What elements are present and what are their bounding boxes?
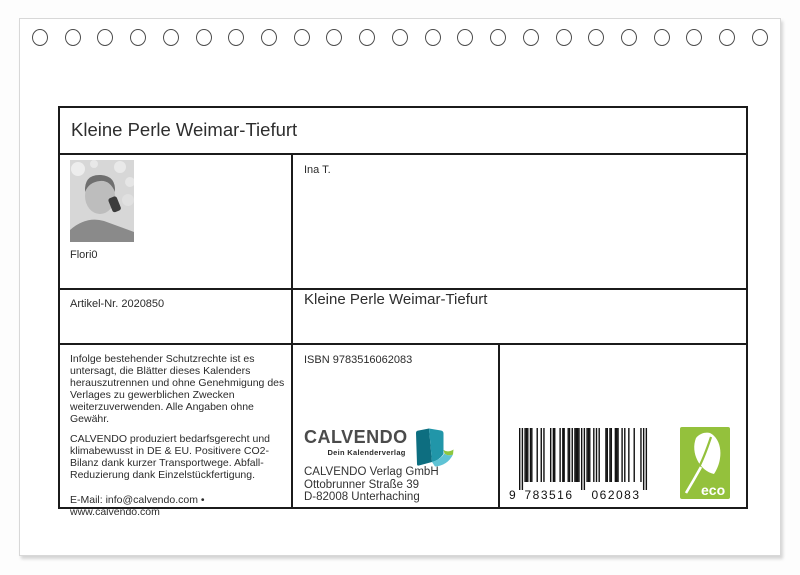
legal-text-column (70, 353, 284, 518)
calendar-title: Kleine Perle Weimar-Tiefurt (71, 119, 298, 140)
eco-leaf-icon (680, 427, 730, 499)
text-line: Infolge bestehender Schutzrechte ist es (70, 353, 255, 365)
binding-hole (32, 29, 48, 46)
eco-badge (680, 427, 730, 499)
calendar-title-small: Kleine Perle Weimar-Tiefurt (304, 291, 488, 308)
ean-barcode-image (509, 428, 649, 500)
binding-hole (392, 29, 408, 46)
text-line: herauszutrennen und ohne Genehmigung des (70, 377, 285, 389)
author-name: Ina T. (304, 164, 331, 176)
text-line: weiterzuverwenden. Alle Angaben ohne (70, 401, 254, 413)
legal-paragraph-rights (70, 353, 284, 425)
eco-label: eco (701, 482, 726, 498)
barcode-digits: 062083 (591, 488, 641, 500)
table-divider-vertical (498, 343, 500, 507)
binding-hole (621, 29, 637, 46)
binding-hole (523, 29, 539, 46)
photographer-photo (70, 160, 134, 242)
calendar-back-page (19, 18, 781, 556)
text-line: Gewähr. (70, 413, 110, 425)
binding-hole (97, 29, 113, 46)
spiral-binding-holes (32, 28, 768, 46)
text-line: Ottobrunner Straße 39 (304, 478, 420, 491)
binding-hole (261, 29, 277, 46)
text-line: untersagt, die Blätter dieses Kalenders (70, 365, 251, 377)
binding-hole (556, 29, 572, 46)
binding-hole (425, 29, 441, 46)
binding-hole (359, 29, 375, 46)
binding-hole (196, 29, 212, 46)
binding-hole (130, 29, 146, 46)
binding-hole (326, 29, 342, 46)
binding-hole (654, 29, 670, 46)
text-line: CALVENDO Verlag GmbH (304, 466, 439, 478)
text-line: Verlages zu gewerblichen Zwecken (70, 389, 235, 401)
binding-hole (686, 29, 702, 46)
calvendo-tagline: Dein Kalenderverlag (327, 448, 406, 457)
isbn-text: ISBN 9783516062083 (304, 354, 413, 366)
contact-lines (70, 494, 284, 518)
binding-hole (65, 29, 81, 46)
table-divider-horizontal (60, 288, 746, 290)
portrait-photo-image (70, 160, 134, 242)
binding-hole (163, 29, 179, 46)
ean-barcode (509, 428, 649, 500)
binding-hole (294, 29, 310, 46)
calvendo-logo-mark-icon (413, 428, 455, 468)
info-table (58, 106, 748, 518)
text-line: D-82008 Unterhaching (304, 491, 420, 503)
text-line: Bilanz dank kurzer Transportwege. Abfall- (70, 457, 264, 469)
article-number: Artikel-Nr. 2020850 (70, 298, 165, 310)
text-line: www.calvendo.com (70, 506, 160, 518)
calvendo-wordmark: CALVENDO (304, 427, 408, 447)
barcode-digits: 783516 (524, 488, 574, 500)
binding-hole (588, 29, 604, 46)
text-line: E-Mail: info@calvendo.com • (70, 494, 205, 506)
text-line: CALVENDO produziert bedarfsgerecht und (70, 433, 270, 445)
binding-hole (490, 29, 506, 46)
binding-hole (719, 29, 735, 46)
publisher-address (304, 466, 439, 504)
legal-paragraph-eco (70, 433, 284, 481)
table-divider-horizontal (60, 153, 746, 155)
binding-hole (752, 29, 768, 46)
binding-hole (228, 29, 244, 46)
calvendo-logo-texts (304, 428, 408, 457)
calvendo-logo (304, 428, 455, 468)
barcode-digits: 9 (509, 488, 518, 500)
photographer-name: Flori0 (70, 249, 98, 261)
text-line: klimabewusst in DE & EU. Positivere CO2- (70, 445, 269, 457)
binding-hole (457, 29, 473, 46)
table-divider-vertical (291, 153, 293, 507)
text-line: Reduzierung dank Einzelstückfertigung. (70, 469, 256, 481)
table-divider-horizontal (60, 343, 746, 345)
